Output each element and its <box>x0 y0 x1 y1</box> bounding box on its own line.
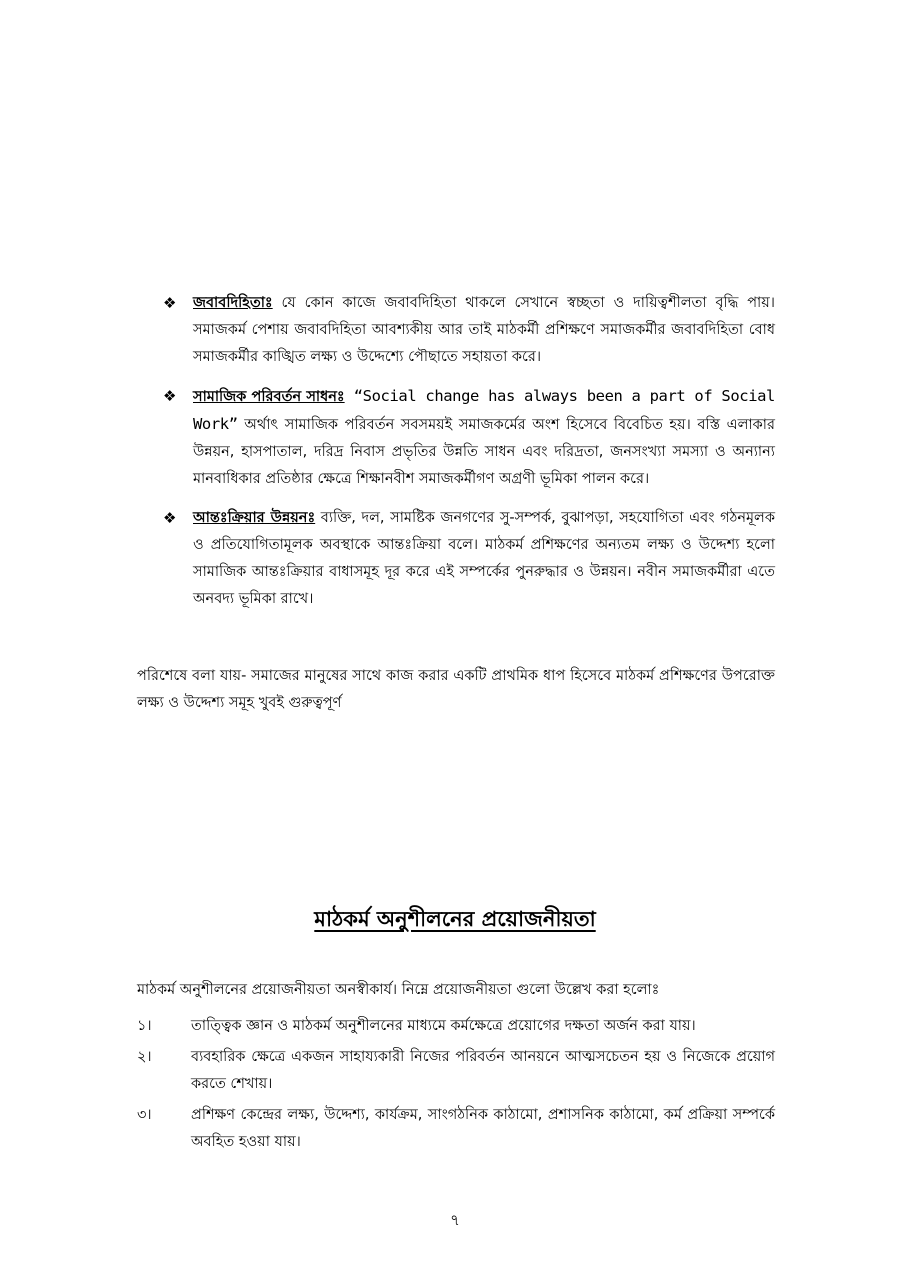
diamond-bullet-icon: ❖ <box>163 509 177 527</box>
list-number: ২। <box>137 1049 152 1065</box>
bullet-body: অর্থাৎ সামাজিক পরিবর্তন সবসময়ই সমাজকর্মের অংশ হিসেবে বিবেচিত হয়। বস্তি এলাকার উন্নয়ন, হাসপাতাল, দরিদ্র নিবাস প্রভৃতির উন্নতি সাধন এবং দরিদ্রতা, জনসংখ্যা সমস্যা ও অন্যান্য মানবাধিকার প্রতিষ্ঠার ক্ষেত্রে শিক্ষানবীশ সমাজকর্মীগণ অগ্রণী ভূমিকা পালন করে। <box>193 417 775 487</box>
english-quote: “Social change has always been a part of Social Work” <box>193 387 775 433</box>
bullet-item-accountability <box>163 290 775 371</box>
bullet-list <box>163 290 775 625</box>
list-item-text: তাত্ত্বিক জ্ঞান ও মাঠকর্ম অনুশীলনের মাধ্যমে কর্মক্ষেত্রে প্রয়োগের দক্ষতা অর্জন করা যায়। <box>191 1018 696 1034</box>
list-item <box>137 1044 775 1098</box>
numbered-list <box>137 1013 775 1160</box>
bullet-paragraph <box>193 383 775 493</box>
list-item-text: ব্যবহারিক ক্ষেত্রে একজন সাহায্যকারী নিজের পরিবর্তন আনয়নে আত্মসচেতন হয় ও নিজেকে প্রয়োগ করতে শেখায়। <box>191 1049 775 1092</box>
bullet-item-social-change <box>163 383 775 493</box>
section-title-text: মাঠকর্ম অনুশীলনের প্রয়োজনীয়তা <box>314 907 596 931</box>
bullet-paragraph <box>193 290 775 371</box>
list-item-text: প্রশিক্ষণ কেন্দ্রের লক্ষ্য, উদ্দেশ্য, কার্যক্রম, সাংগঠনিক কাঠামো, প্রশাসনিক কাঠামো, কর্ম প্রক্রিয়া সম্পর্কে অবহিত হওয়া যায়। <box>191 1107 775 1150</box>
conclusion-paragraph: পরিশেষে বলা যায়- সমাজের মানুষের সাথে কাজ করার একটি প্রাথমিক ধাপ হিসেবে মাঠকর্ম প্রশিক্ষণের উপরোক্ত লক্ষ্য ও উদ্দেশ্য সমূহ খুবই গুরুত্বপূর্ণ <box>137 668 775 711</box>
list-number: ৩। <box>137 1107 152 1123</box>
intro-paragraph: মাঠকর্ম অনুশীলনের প্রয়োজনীয়তা অনস্বীকার্য। নিম্নে প্রয়োজনীয়তা গুলো উল্লেখ করা হলোঃ <box>137 982 660 998</box>
list-item <box>137 1102 775 1156</box>
bullet-paragraph <box>193 505 775 613</box>
bullet-body: যে কোন কাজে জবাবদিহিতা থাকলে সেখানে স্বচ্ছতা ও দায়িত্বশীলতা বৃদ্ধি পায়। সমাজকর্ম পেশায় জবাবদিহিতা আবশ্যকীয় আর তাই মাঠকর্মী প্রশিক্ষণে সমাজকর্মীর জবাবদিহিতা বোধ সমাজকর্মীর কাঙ্খিত লক্ষ্য ও উদ্দেশ্যে পৌছাতে সহায়তা করে। <box>193 295 775 365</box>
diamond-bullet-icon: ❖ <box>163 294 177 312</box>
page-number: ৭ <box>450 1211 460 1229</box>
bullet-heading: সামাজিক পরিবর্তন সাধনঃ <box>193 389 345 405</box>
bullet-heading: জবাবদিহিতাঃ <box>193 295 273 311</box>
bullet-body: ব্যক্তি, দল, সামষ্টিক জনগণের সু-সম্পর্ক, বুঝাপড়া, সহযোগিতা এবং গঠনমূলক ও প্রতিযোগিতামূলক অবস্থাকে আন্তঃক্রিয়া বলে। মাঠকর্ম প্রশিক্ষণের অন্যতম লক্ষ্য ও উদ্দেশ্য হলো সামাজিক আন্তঃক্রিয়ার বাধাসমূহ দূর করে এই সম্পর্কের পুনরুদ্ধার ও উন্নয়ন। নবীন সমাজকর্মীরা এতে অনবদ্য ভূমিকা রাখে। <box>193 510 775 607</box>
list-number: ১। <box>137 1018 152 1034</box>
bullet-heading: আন্তঃক্রিয়ার উন্নয়নঃ <box>193 510 316 526</box>
list-item <box>137 1013 775 1040</box>
section-title <box>0 903 910 938</box>
diamond-bullet-icon: ❖ <box>163 387 177 405</box>
bullet-item-interaction <box>163 505 775 613</box>
